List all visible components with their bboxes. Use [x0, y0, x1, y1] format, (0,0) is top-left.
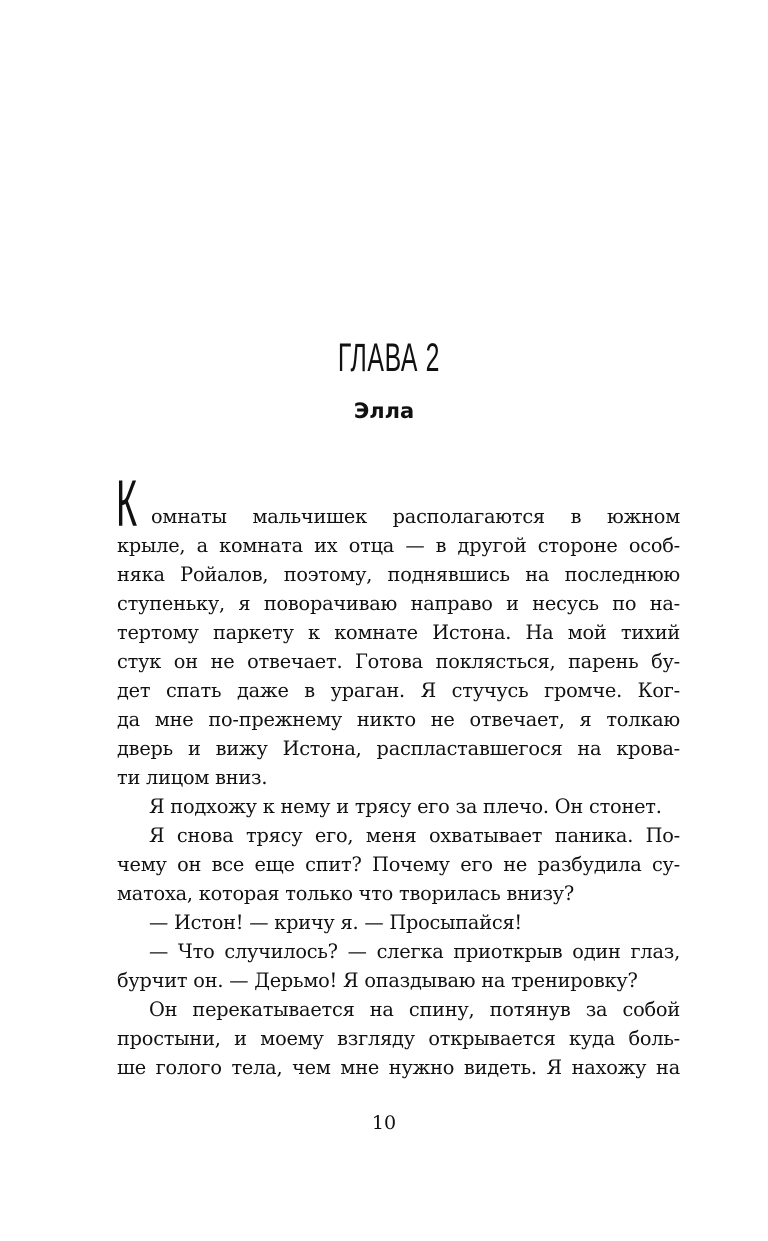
text-line: бурчит он. — Дерьмо! Я опаздываю на тренировку?	[117, 969, 638, 992]
text-line: крыле, а комната их отца — в другой стороне особ-	[117, 534, 680, 557]
page-number: 10	[371, 1112, 397, 1134]
text-line: чему он все еще спит? Почему его не разбудила су-	[117, 853, 680, 876]
text-line: да мне по-прежнему никто не отвечает, я толкаю	[117, 708, 680, 731]
text-line: — Что случилось? — слегка приоткрыв один глаз,	[149, 940, 680, 963]
text-line: тертому паркету к комнате Истона. На мой тихий	[117, 621, 680, 644]
text-line: — Истон! — кричу я. — Просыпайся!	[149, 911, 522, 934]
chapter-heading: ГЛАВА 2	[337, 336, 441, 380]
chapter-subtitle: Элла	[353, 399, 415, 423]
body-text	[117, 502, 680, 1082]
text-line: няка Ройалов, поэтому, поднявшись на последнюю	[117, 563, 680, 586]
text-line: стук он не отвечает. Готова поклясться, парень бу-	[117, 650, 680, 673]
text-line: ти лицом вниз.	[117, 766, 268, 789]
text-line: ше голого тела, чем мне нужно видеть. Я нахожу на	[117, 1056, 680, 1079]
text-line: Я снова трясу его, меня охватывает паника. По-	[149, 824, 680, 847]
text-line: дверь и вижу Истона, распластавшегося на крова-	[117, 737, 680, 760]
text-line: Я подхожу к нему и трясу его за плечо. Он стонет.	[149, 795, 662, 818]
text-line: простыни, и моему взгляду открывается куда боль-	[117, 1027, 680, 1050]
text-line: дет спать даже в ураган. Я стучусь громче. Ког-	[117, 679, 680, 702]
text-line: Он перекатывается на спину, потянув за собой	[149, 998, 680, 1021]
text-line: омнаты мальчишек располагаются в южном	[151, 505, 680, 528]
text-line: матоха, которая только что творилась внизу?	[117, 882, 575, 905]
text-line: ступеньку, я поворачиваю направо и несусь по на-	[117, 592, 680, 615]
drop-cap: К	[116, 466, 138, 540]
